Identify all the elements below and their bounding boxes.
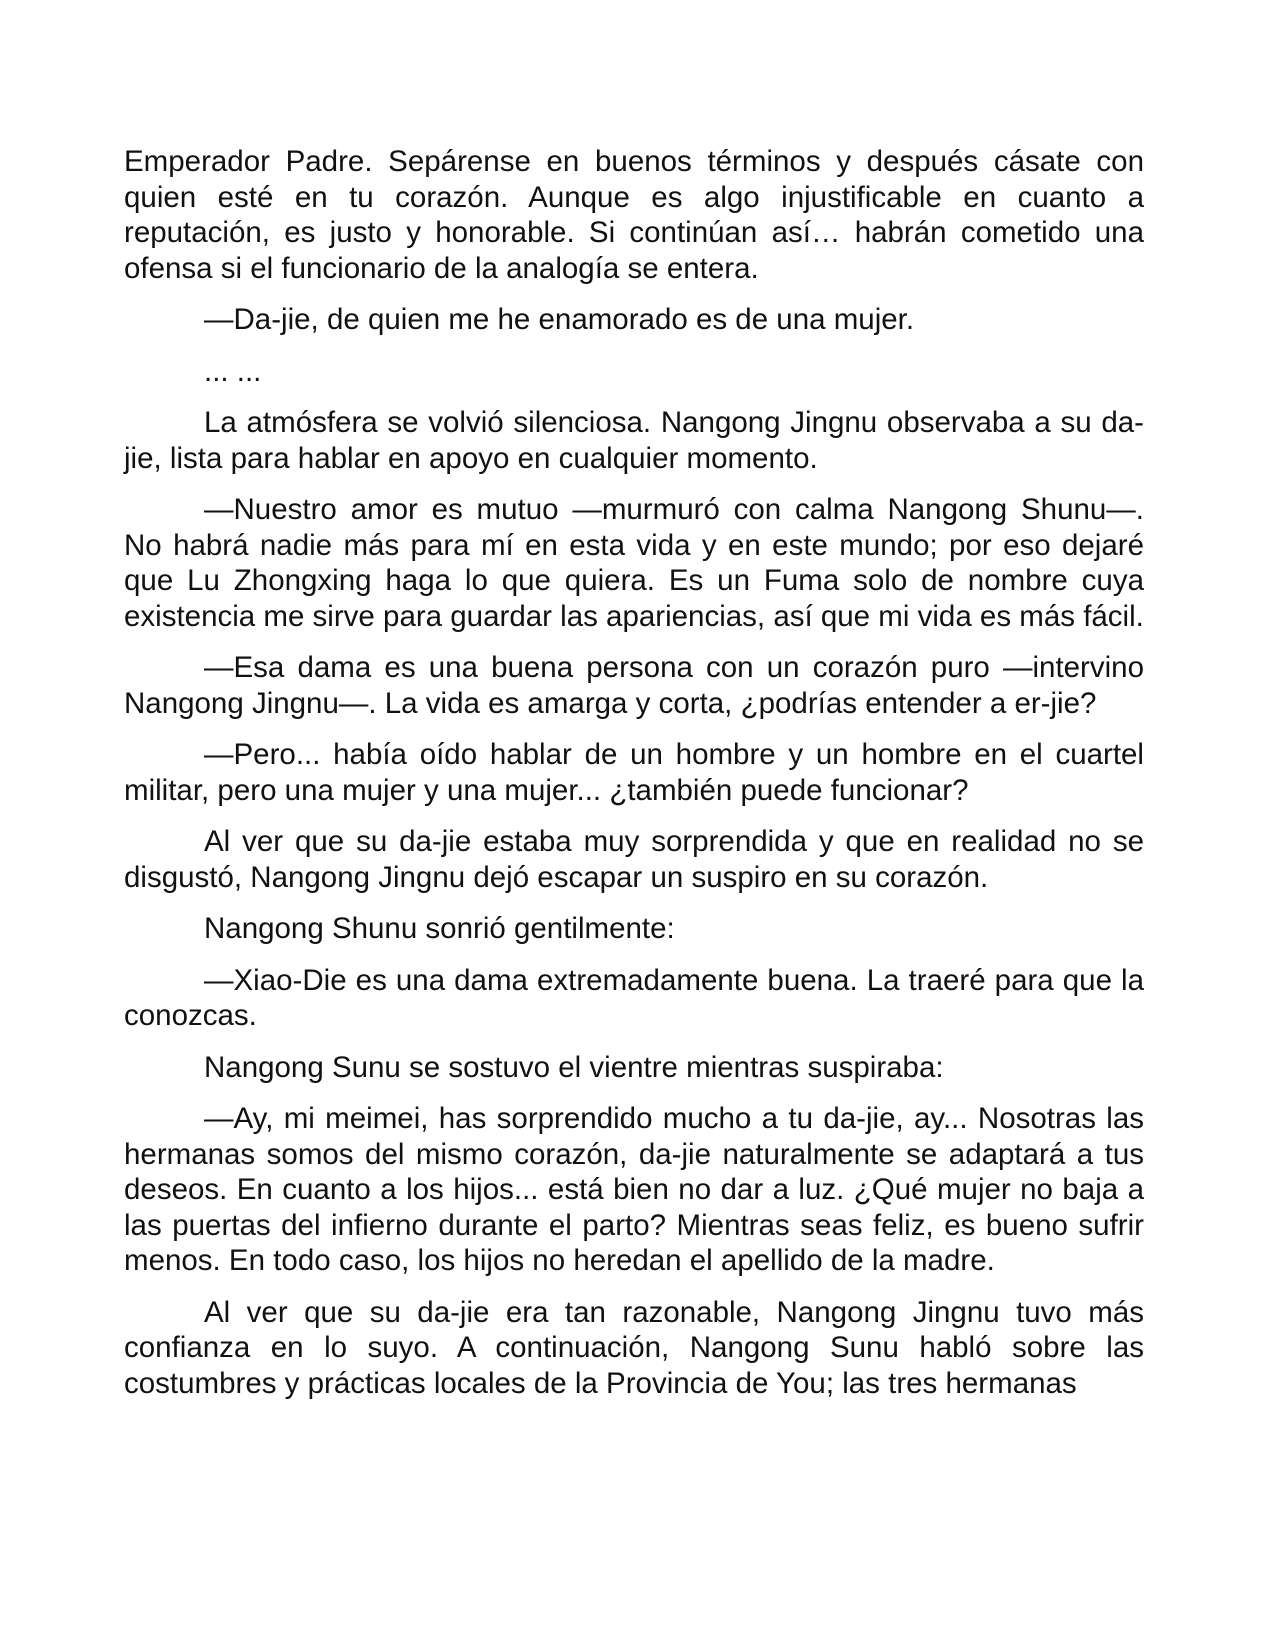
paragraph: Al ver que su da-jie estaba muy sorprendida y que en realidad no se disgustó, Nangong Jingnu dejó escapar un suspiro en su corazón. — [124, 825, 1144, 894]
paragraph: Nangong Shunu sonrió gentilmente: — [204, 912, 675, 945]
paragraph: ... ... — [204, 354, 262, 388]
paragraph: —Ay, mi meimei, has sorprendido mucho a tu da-jie, ay... Nosotras las hermanas somos del mismo corazón, da-jie naturalmente se adaptará a tus deseos. En cuanto a los hijos... está bien no dar a luz. ¿Qué mujer no baja a las puertas del infierno durante el parto? Mientras seas feliz, es bueno sufrir menos. En todo caso, los hijos no heredan el apellido de la madre. — [124, 1102, 1144, 1277]
paragraph: —Da-jie, de quien me he enamorado es de una mujer. — [204, 303, 915, 336]
paragraph: Al ver que su da-jie era tan razonable, Nangong Jingnu tuvo más confianza en lo suyo. A continuación, Nangong Sunu habló sobre las costumbres y prácticas locales de la Provincia de You; las tres hermanas — [124, 1295, 1144, 1400]
document-page — [124, 144, 1144, 1417]
paragraph: Nangong Sunu se sostuvo el vientre mientras suspiraba: — [204, 1050, 944, 1084]
paragraph: —Nuestro amor es mutuo —murmuró con calma Nangong Shunu—. No habrá nadie más para mí en esta vida y en este mundo; por eso dejaré que Lu Zhongxing haga lo que quiera. Es un Fuma solo de nombre cuya existencia me sirve para guardar las apariencias, así que mi vida es más fácil. — [124, 493, 1144, 633]
paragraph: La atmósfera se volvió silenciosa. Nangong Jingnu observaba a su da-jie, lista para hablar en apoyo en cualquier momento. — [124, 406, 1144, 475]
paragraph: —Esa dama es una buena persona con un corazón puro —intervino Nangong Jingnu—. La vida es amarga y corta, ¿podrías entender a er-jie? — [124, 651, 1144, 720]
paragraph: —Pero... había oído hablar de un hombre y un hombre en el cuartel militar, pero una mujer y una mujer... ¿también puede funcionar? — [124, 738, 1144, 807]
paragraph: Emperador Padre. Sepárense en buenos términos y después cásate con quien esté en tu corazón. Aunque es algo injustificable en cuanto a reputación, es justo y honorable. Si continúan así… habrán cometido una ofensa si el funcionario de la analogía se entera. — [124, 145, 1144, 285]
paragraph: —Xiao-Die es una dama extremadamente buena. La traeré para que la conozcas. — [124, 963, 1144, 1032]
